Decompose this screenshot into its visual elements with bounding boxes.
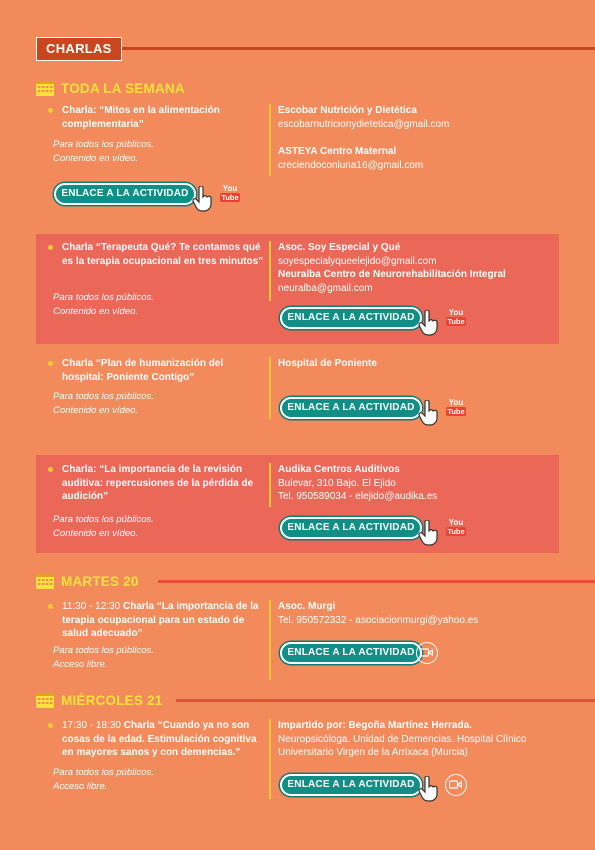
- event-note: Para todos los públicos. Contenido en vídeo.: [53, 139, 154, 164]
- event-org: Impartido por: Begoña Martínez Herrada. Neuropsicóloga. Unidad de Demencias. Hospital Clínico Universitario Virgen de la Arrixaca (Murcia): [278, 720, 527, 758]
- hand-pointer-icon: [418, 400, 440, 426]
- section-divider: [122, 47, 595, 50]
- activity-link-button[interactable]: ENLACE A LA ACTIVIDAD: [280, 642, 422, 664]
- youtube-icon: You Tube: [221, 184, 239, 202]
- day-label: TODA LA SEMANA: [61, 80, 185, 96]
- divider-line: [269, 241, 271, 301]
- divider-line: [269, 463, 271, 507]
- calendar-icon: [36, 574, 54, 589]
- youtube-icon: You Tube: [447, 518, 465, 536]
- bullet-icon: [48, 467, 53, 472]
- video-camera-icon: [445, 774, 467, 796]
- divider-line: [269, 719, 271, 799]
- event-note: Para todos los públicos. Acceso libre.: [53, 767, 154, 792]
- event-note: Para todos los públicos. Acceso libre.: [53, 645, 154, 670]
- event-org: Asoc. Soy Especial y Qué soyespecialyqueelejido@gmail.com Neuralba Centro de Neurorehabilitación Integral neuralba@gmail.com: [278, 242, 506, 294]
- bullet-icon: [48, 108, 53, 113]
- activity-link-button[interactable]: ENLACE A LA ACTIVIDAD: [280, 517, 422, 539]
- event-title: 17:30 - 18:30 Charla “Cuando ya no son cosas de la edad. Estimulación cognitiva en mayores sanos y con demencias.”: [62, 720, 257, 758]
- event-item: [36, 104, 559, 214]
- calendar-icon: [36, 81, 54, 96]
- day-label: MARTES 20: [61, 573, 139, 589]
- activity-link-button[interactable]: ENLACE A LA ACTIVIDAD: [54, 183, 196, 205]
- event-item: [36, 719, 559, 799]
- divider-line: [269, 357, 271, 419]
- divider-line: [269, 600, 271, 680]
- day-header-miercoles: [36, 690, 162, 710]
- day-divider: [158, 580, 595, 583]
- event-title: Charla: “Mitos en la alimentación complementaria”: [62, 105, 220, 130]
- event-title: 11:30 - 12:30 Charla “La importancia de la terapia ocupacional para un estado de salud adecuado”: [62, 601, 259, 639]
- activity-link-button[interactable]: ENLACE A LA ACTIVIDAD: [280, 397, 422, 419]
- event-item: [36, 463, 559, 551]
- bullet-icon: [48, 604, 53, 609]
- event-note: Para todos los públicos. Contenido en vídeo.: [53, 391, 154, 416]
- event-title: Charla “Plan de humanización del hospital: Poniente Contigo”: [62, 358, 224, 383]
- event-org: Hospital de Poniente: [278, 358, 377, 369]
- hand-pointer-icon: [418, 776, 440, 802]
- event-note: Para todos los públicos. Contenido en vídeo.: [53, 292, 154, 317]
- event-org: Escobar Nutrición y Dietética escobarnutricionydietetica@gmail.com ASTEYA Centro Maternal creciendoconluna16@gmail.com: [278, 105, 450, 171]
- activity-link-button[interactable]: ENLACE A LA ACTIVIDAD: [280, 307, 422, 329]
- hand-pointer-icon: [418, 310, 440, 336]
- youtube-icon: You Tube: [447, 308, 465, 326]
- section-title: CHARLAS: [36, 37, 122, 61]
- event-item: [36, 241, 559, 341]
- event-item: [36, 600, 559, 680]
- activity-link-button[interactable]: ENLACE A LA ACTIVIDAD: [280, 774, 422, 796]
- event-org: Audika Centros Auditivos Bulevar, 310 Bajo. El Ejido Tel. 950589034 - elejido@audika.es: [278, 464, 438, 502]
- divider-line: [269, 104, 271, 176]
- event-title: Charla “Terapeuta Qué? Te contamos qué es la terapia ocupacional en tres minutos”: [62, 242, 264, 267]
- day-label: MIÉRCOLES 21: [61, 692, 163, 708]
- event-org: Asoc. Murgi Tel. 950572332 - asociacionmurgi@yahoo.es: [278, 601, 479, 626]
- hand-pointer-icon: [418, 520, 440, 546]
- bullet-icon: [48, 723, 53, 728]
- hand-pointer-icon: [192, 186, 214, 212]
- calendar-icon: [36, 693, 54, 708]
- event-item: [36, 357, 559, 437]
- day-header-martes: [36, 571, 139, 591]
- bullet-icon: [48, 361, 53, 366]
- bullet-icon: [48, 245, 53, 250]
- day-header-semana: [36, 78, 185, 98]
- youtube-icon: You Tube: [447, 398, 465, 416]
- day-divider: [176, 699, 595, 702]
- event-title: Charla: “La importancia de la revisión auditiva: repercusiones de la pérdida de audición”: [62, 464, 254, 502]
- video-camera-icon: [416, 642, 438, 664]
- event-note: Para todos los públicos. Contenido en vídeo.: [53, 514, 154, 539]
